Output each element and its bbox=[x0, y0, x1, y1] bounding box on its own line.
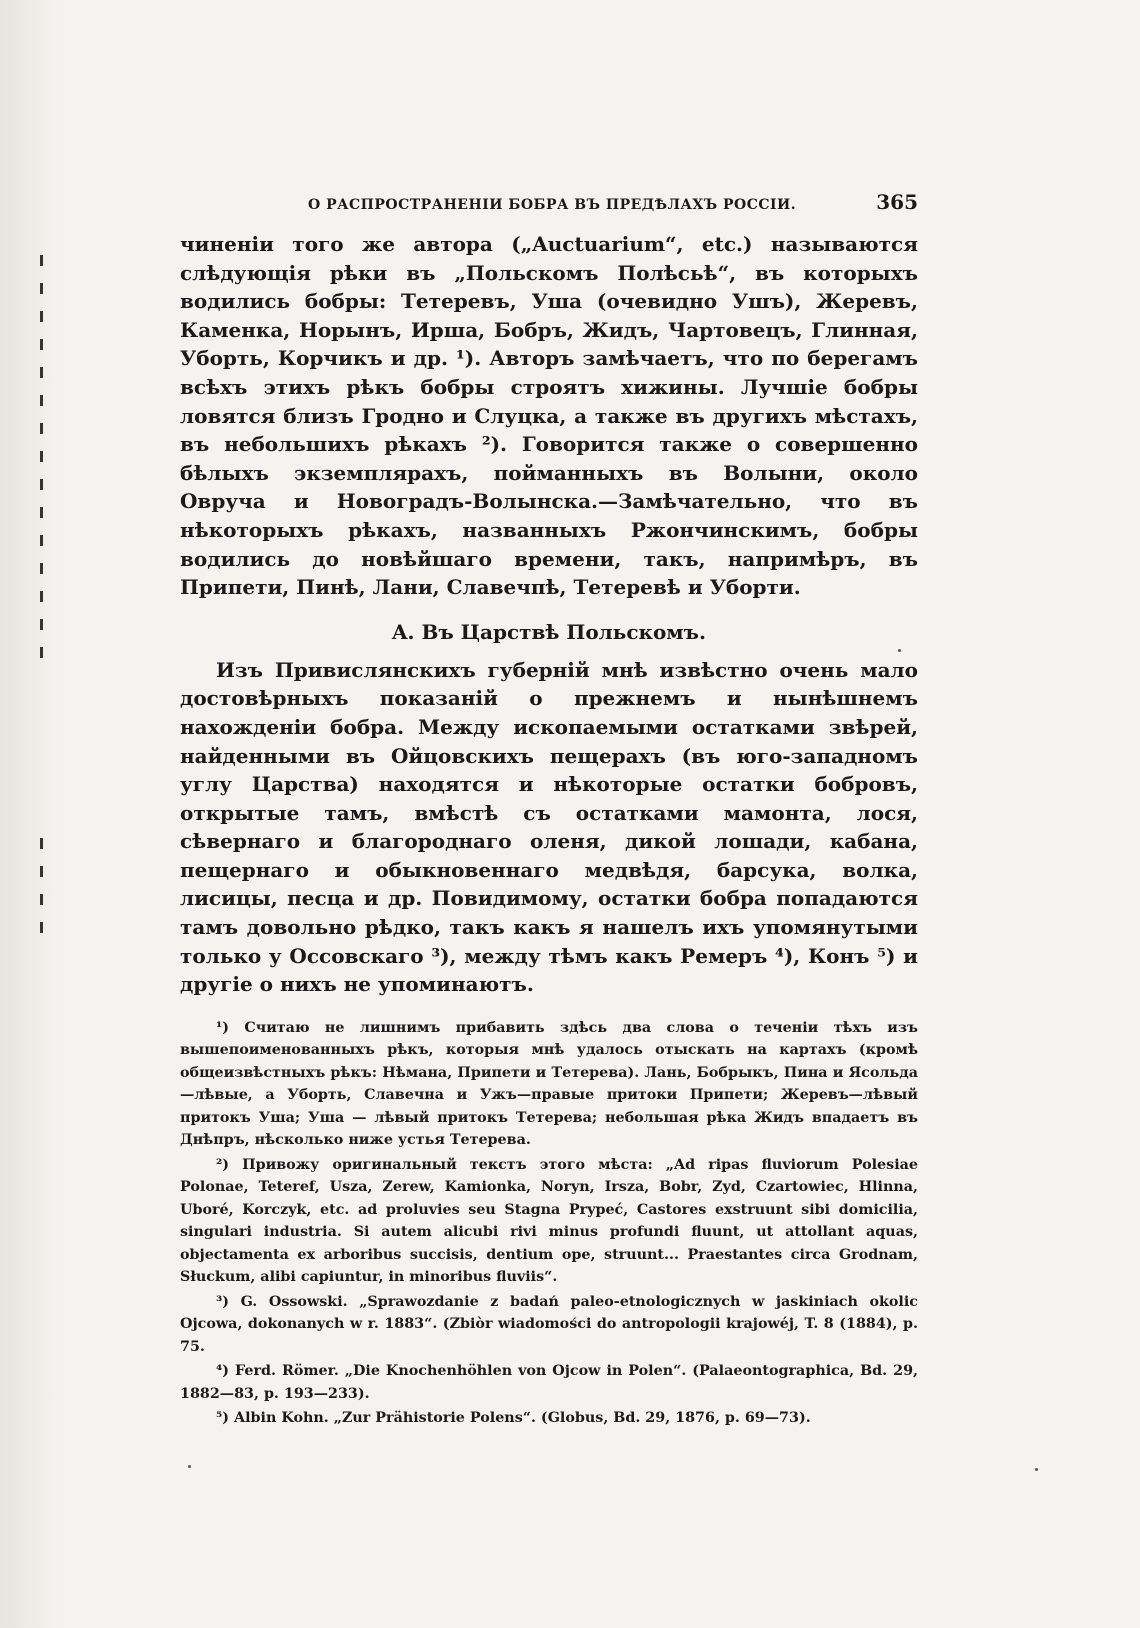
margin-bleedthrough-marks bbox=[40, 255, 60, 950]
paragraph-kingdom-poland: Изъ Привислянскихъ губерній мнѣ извѣстно очень мало достовѣрныхъ показаній о прежнемъ и нынѣшнемъ нахожденіи бобра. Между ископаемыми остатками звѣрей, найденными въ Ойцовскихъ пещерахъ (въ юго-западномъ углу Царства) находятся и нѣкоторые остатки бобровъ, открытые тамъ, вмѣстѣ съ остатками мамонта, лося, сѣвернаго и благороднаго оленя, дикой лошади, кабана, пещернаго и обыкновеннаго медвѣдя, барсука, волка, лисицы, песца и др. Повидимому, остатки бобра попадаются тамъ довольно рѣдко, такъ какъ я нашелъ ихъ упомянутыми только у Оссовскаго ³), между тѣмъ какъ Ремеръ ⁴), Конъ ⁵) и другіе о нихъ не упоминаютъ. bbox=[180, 657, 918, 997]
footnote-5: ⁵) Albin Kohn. „Zur Prähistorie Polens“. (Globus, Bd. 29, 1876, p. 69—73). bbox=[216, 1410, 811, 1427]
footnote-4: ⁴) Ferd. Römer. „Die Knochenhöhlen von Ojcow in Polen“. (Palaeontographica, Bd. 29, 1882—83, p. 193—233). bbox=[180, 1363, 918, 1402]
running-head-title: О РАСПРОСТРАНЕНІИ БОБРА ВЪ ПРЕДѢЛАХЪ РОССІИ. bbox=[308, 197, 797, 213]
footnote-2: ²) Привожу оригинальный текстъ этого мѣста: „Ad ripas fluviorum Polesiae Polonae, Teteref, Usza, Zerew, Kamionka, Noryn, Irsza, Bobr, Zyd, Czartowiec, Hlinna, Uboré, Korczyk, etc. ad proluvies seu Stagna Prypeć, Castores exstruunt sibi domicilia, singulari industria. Si autem alicubi rivi minus profundi fluunt, ut attollant aquas, objectamenta ex arboribus succisis, dentium ope, struunt... Praestantes circa Grodnam, Słuckum, alibi capiuntur, in minoribus fluviis“. bbox=[180, 1156, 918, 1286]
running-head bbox=[180, 190, 918, 230]
body-text bbox=[180, 230, 918, 999]
paragraph-continuation: чиненіи того же автора („Auctuarium“, etc.) называются слѣдующія рѣки въ „Польскомъ Полѣсьѣ“, въ которыхъ водились бобры: Тетеревъ, Уша (очевидно Ушъ), Жеревъ, Каменка, Норынъ, Ирша, Бобръ, Жидъ, Чартовецъ, Глинная, Уборть, Корчикъ и др. ¹). Авторъ замѣчаетъ, что по берегамъ всѣхъ этихъ рѣкъ бобры строятъ хижины. Лучшіе бобры ловятся близъ Гродно и Слуцка, а также въ другихъ мѣстахъ, въ небольшихъ рѣкахъ ²). Говорится также о совершенно бѣлыхъ экземплярахъ, пойманныхъ въ Волыни, около Овруча и Новоградъ-Волынска.—Замѣчательно, что въ нѣкоторыхъ рѣкахъ, названныхъ Ржончинскимъ, бобры водились до новѣйшаго времени, такъ, напримѣръ, въ Припети, Пинѣ, Лани, Славечпѣ, Тетеревѣ и Уборти. bbox=[180, 232, 918, 600]
footnotes bbox=[180, 1017, 918, 1430]
page-number: 365 bbox=[876, 190, 918, 214]
footnote-1: ¹) Считаю не лишнимъ прибавить здѣсь два слова о теченіи тѣхъ изъ вышепоименованныхъ рѣкъ, которыя мнѣ удалось отыскать на картахъ (кромѣ общеизвѣстныхъ рѣкъ: Нѣмана, Припети и Тетерева). Лань, Бобрыкъ, Пина и Ясольда—лѣвые, а Уборть, Славечна и Ужъ—правые притоки Припети; Жеревъ—лѣвый притокъ Уша; Уша — лѣвый притокъ Тетерева; небольшая рѣка Жидъ впадаетъ въ Днѣпръ, нѣсколько ниже устья Тетерева. bbox=[180, 1019, 918, 1149]
footnote-3: ³) G. Ossowski. „Sprawozdanie z badań paleo-etnologicznych w jaskiniach okolic Ojcowa, dokonanych w r. 1883“. (Zbiòr wiadomości do antropologii krajowéj, T. 8 (1884), p. 75. bbox=[180, 1293, 918, 1355]
section-heading: A. Въ Царствѣ Польскомъ. bbox=[392, 619, 706, 644]
book-page bbox=[180, 190, 918, 1432]
